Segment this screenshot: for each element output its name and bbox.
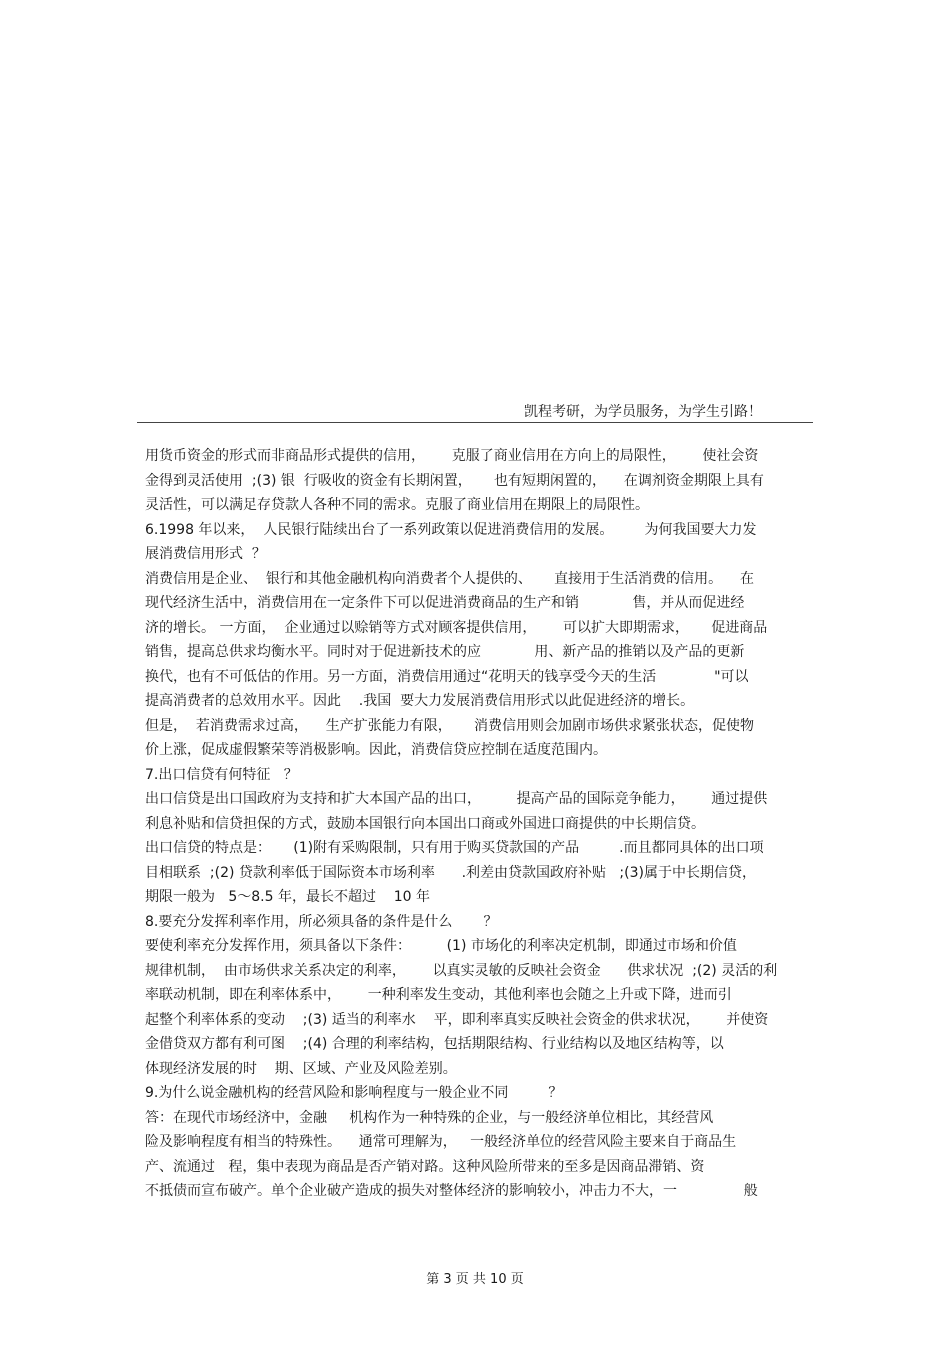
text-line: 7.出口信贷有何特征 ？ bbox=[145, 766, 298, 783]
text-line: 消费信用是企业、 银行和其他金融机构向消费者个人提供的、 直接用于生活消费的信用。 在 bbox=[145, 570, 754, 587]
text-line: 用货币资金的形式而非商品形式提供的信用， 克服了商业信用在方向上的局限性， 使社会资 bbox=[145, 448, 759, 464]
text-line: 销售，提高总供求均衡水平。同时对于促进新技术的应 用、新产品的推销以及产品的更新 bbox=[145, 644, 745, 660]
text-line: 6.1998 年以来， 人民银行陆续出台了一系列政策以促进消费信用的发展。 为何我国要大力发 bbox=[145, 521, 757, 538]
text-line: 展消费信用形式 ？ bbox=[145, 546, 266, 562]
text-line: 但是， 若消费需求过高， 生产扩张能力有限， 消费信用则会加剧市场供求紧张状态，促使物 bbox=[145, 717, 754, 734]
text-line: 险及影响程度有相当的特殊性。 通常可理解为， 一般经济单位的经营风险主要来自于商品生 bbox=[145, 1134, 737, 1150]
text-line: 现代经济生活中，消费信用在一定条件下可以促进消费商品的生产和销 售，并从而促进经 bbox=[145, 595, 745, 611]
header-tagline: 凯程考研，为学员服务，为学生引路！ bbox=[524, 404, 762, 420]
text-line: 换代，也有不可低估的作用。另一方面，消费信用通过“花明天的钱享受今天的生活 "可以 bbox=[145, 668, 749, 685]
text-line: 目相联系 ;(2) 贷款利率低于国际资本市场利率 .利差由贷款国政府补贴 ;(3)属于中长期信贷， bbox=[145, 864, 756, 881]
text-line: 产、流通过 程，集中表现为商品是否产销对路。这种风险所带来的至多是因商品滞销、资 bbox=[145, 1158, 705, 1175]
text-line: 起整个利率体系的变动 ;(3) 适当的利率水 平，即利率真实反映社会资金的供求状况， 并使资 bbox=[145, 1011, 769, 1028]
text-line: 金借贷双方都有利可图 ;(4) 合理的利率结构，包括期限结构、行业结构以及地区结构等，以 bbox=[145, 1036, 724, 1052]
header-divider bbox=[137, 422, 813, 423]
text-line: 提高消费者的总效用水平。因此 .我国 要大力发展消费信用形式以此促进经济的增长。 bbox=[145, 693, 695, 709]
text-line: 金得到灵活使用 ;(3) 银 行吸收的资金有长期闲置， 也有短期闲置的， 在调剂资金期限上具有 bbox=[145, 472, 764, 489]
text-line: 灵活性，可以满足存贷款人各种不同的需求。克服了商业信用在期限上的局限性。 bbox=[145, 497, 649, 513]
text-line: 要使利率充分发挥作用，须具备以下条件： (1) 市场化的利率决定机制，即通过市场和价值 bbox=[145, 938, 737, 954]
text-line: 率联动机制，即在利率体系中， 一种利率发生变动，其他利率也会随之上升或下降，进而引 bbox=[145, 987, 732, 1003]
text-line: 答：在现代市场经济中，金融 机构作为一种特殊的企业，与一般经济单位相比，其经营风 bbox=[145, 1109, 714, 1126]
document-body bbox=[145, 444, 810, 1204]
text-line: 规律机制， 由市场供求关系决定的利率， 以真实灵敏的反映社会资金 供求状况 ;(2) 灵活的利 bbox=[145, 962, 778, 979]
text-line: 不抵债而宣布破产。单个企业破产造成的损失对整体经济的影响较小，冲击力不大，一 般 bbox=[145, 1183, 758, 1199]
text-line: 价上涨，促成虚假繁荣等消极影响。因此，消费信贷应控制在适度范围内。 bbox=[145, 742, 607, 758]
text-line: 出口信贷是出口国政府为支持和扩大本国产品的出口， 提高产品的国际竞争能力， 通过提供 bbox=[145, 791, 768, 807]
text-line: 9.为什么说金融机构的经营风险和影响程度与一般企业不同 ？ bbox=[145, 1085, 563, 1101]
text-line: 期限一般为 5～8.5 年，最长不超过 10 年 bbox=[145, 889, 431, 905]
text-line: 出口信贷的特点是： (1)附有采购限制，只有用于购买贷款国的产品 .而且都同具体的出口项 bbox=[145, 840, 764, 856]
text-line: 济的增长。 一方面， 企业通过以赊销等方式对顾客提供信用， 可以扩大即期需求， 促进商品 bbox=[145, 619, 768, 636]
page-number: 第 3 页 共 10 页 bbox=[426, 1272, 524, 1287]
text-line: 利息补贴和信贷担保的方式，鼓励本国银行向本国出口商或外国进口商提供的中长期信贷。 bbox=[145, 815, 705, 832]
text-line: 8.要充分发挥利率作用，所必须具备的条件是什么 ？ bbox=[145, 913, 498, 930]
text-line: 体现经济发展的时 期、区域、产业及风险差别。 bbox=[145, 1060, 457, 1077]
